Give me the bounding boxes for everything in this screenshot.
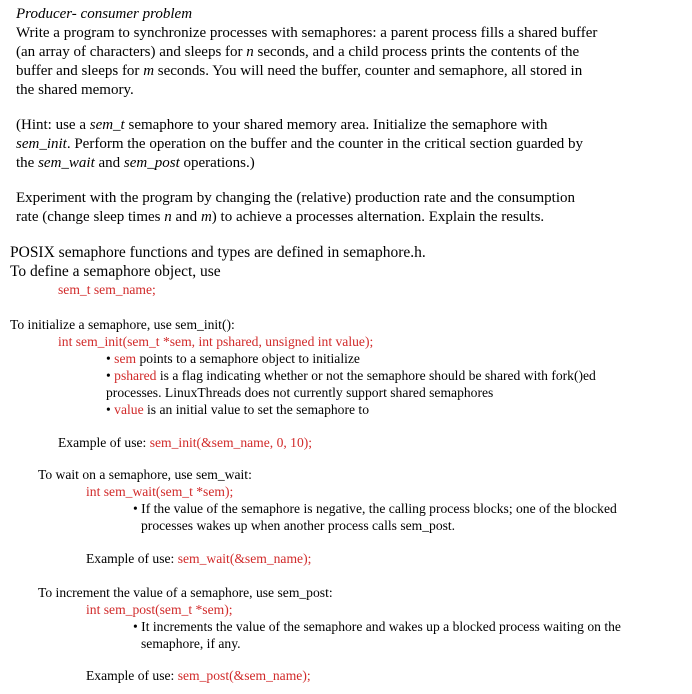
init-heading: To initialize a semaphore, use sem_init():	[10, 317, 235, 332]
init-bullet-pshared-cont: processes. LinuxThreads does not currently support shared semaphores	[106, 385, 494, 400]
post-bullet-cont: semaphore, if any.	[141, 636, 241, 651]
init-bullets	[106, 350, 596, 418]
experiment-line-2: rate (change sleep times n and m) to achieve a processes alternation. Explain the results.	[16, 209, 545, 225]
wait-bullet-cont: processes wakes up when another process calls sem_post.	[141, 518, 456, 533]
problem-title: Producer- consumer problem	[16, 6, 193, 22]
init-signature: int sem_init(sem_t *sem, int pshared, unsigned int value);	[58, 334, 374, 349]
post-bullets	[133, 618, 621, 652]
post-heading: To increment the value of a semaphore, use sem_post:	[38, 585, 333, 600]
post-example: Example of use: sem_post(&sem_name);	[86, 668, 311, 683]
problem-line-1: Write a program to synchronize processes with semaphores: a parent process fills a shared buffer	[16, 25, 598, 41]
init-bullet-sem: • sem points to a semaphore object to initialize	[106, 351, 360, 366]
problem-line-4: the shared memory.	[16, 82, 134, 98]
experiment-line-1: Experiment with the program by changing the (relative) production rate and the consumption	[16, 190, 575, 206]
problem-line-2: (an array of characters) and sleeps for n seconds, and a child process prints the contents of the	[16, 44, 580, 60]
wait-signature: int sem_wait(sem_t *sem);	[86, 484, 234, 499]
init-bullet-pshared: • pshared is a flag indicating whether or not the semaphore should be shared with fork()ed	[106, 368, 596, 383]
posix-intro-line-1: POSIX semaphore functions and types are defined in semaphore.h.	[10, 244, 426, 261]
problem-paragraph	[16, 24, 597, 100]
problem-line-3: buffer and sleeps for m seconds. You will need the buffer, counter and semaphore, all stored in	[16, 63, 583, 79]
post-bullet: • It increments the value of the semaphore and wakes up a blocked process waiting on the	[133, 619, 621, 634]
hint-paragraph	[16, 116, 583, 173]
semaphore-declaration: sem_t sem_name;	[58, 282, 156, 297]
bullet-icon: •	[106, 368, 111, 383]
init-example: Example of use: sem_init(&sem_name, 0, 10);	[58, 435, 313, 450]
wait-heading: To wait on a semaphore, use sem_wait:	[38, 467, 252, 482]
hint-line-2: sem_init. Perform the operation on the buffer and the counter in the critical section guarded by	[16, 136, 584, 152]
wait-bullets	[133, 500, 617, 534]
posix-intro-line-2: To define a semaphore object, use	[10, 263, 221, 280]
post-signature: int sem_post(sem_t *sem);	[86, 602, 233, 617]
bullet-icon: •	[106, 351, 111, 366]
bullet-icon: •	[133, 619, 138, 634]
hint-line-1: (Hint: use a sem_t semaphore to your shared memory area. Initialize the semaphore with	[16, 117, 548, 133]
wait-bullet: • If the value of the semaphore is negative, the calling process blocks; one of the blocked	[133, 501, 617, 516]
posix-intro	[10, 243, 426, 281]
bullet-icon: •	[133, 501, 138, 516]
hint-line-3: the sem_wait and sem_post operations.)	[16, 155, 255, 171]
init-bullet-value: • value is an initial value to set the semaphore to	[106, 402, 369, 417]
wait-example: Example of use: sem_wait(&sem_name);	[86, 551, 312, 566]
bullet-icon: •	[106, 402, 111, 417]
experiment-paragraph	[16, 189, 575, 227]
